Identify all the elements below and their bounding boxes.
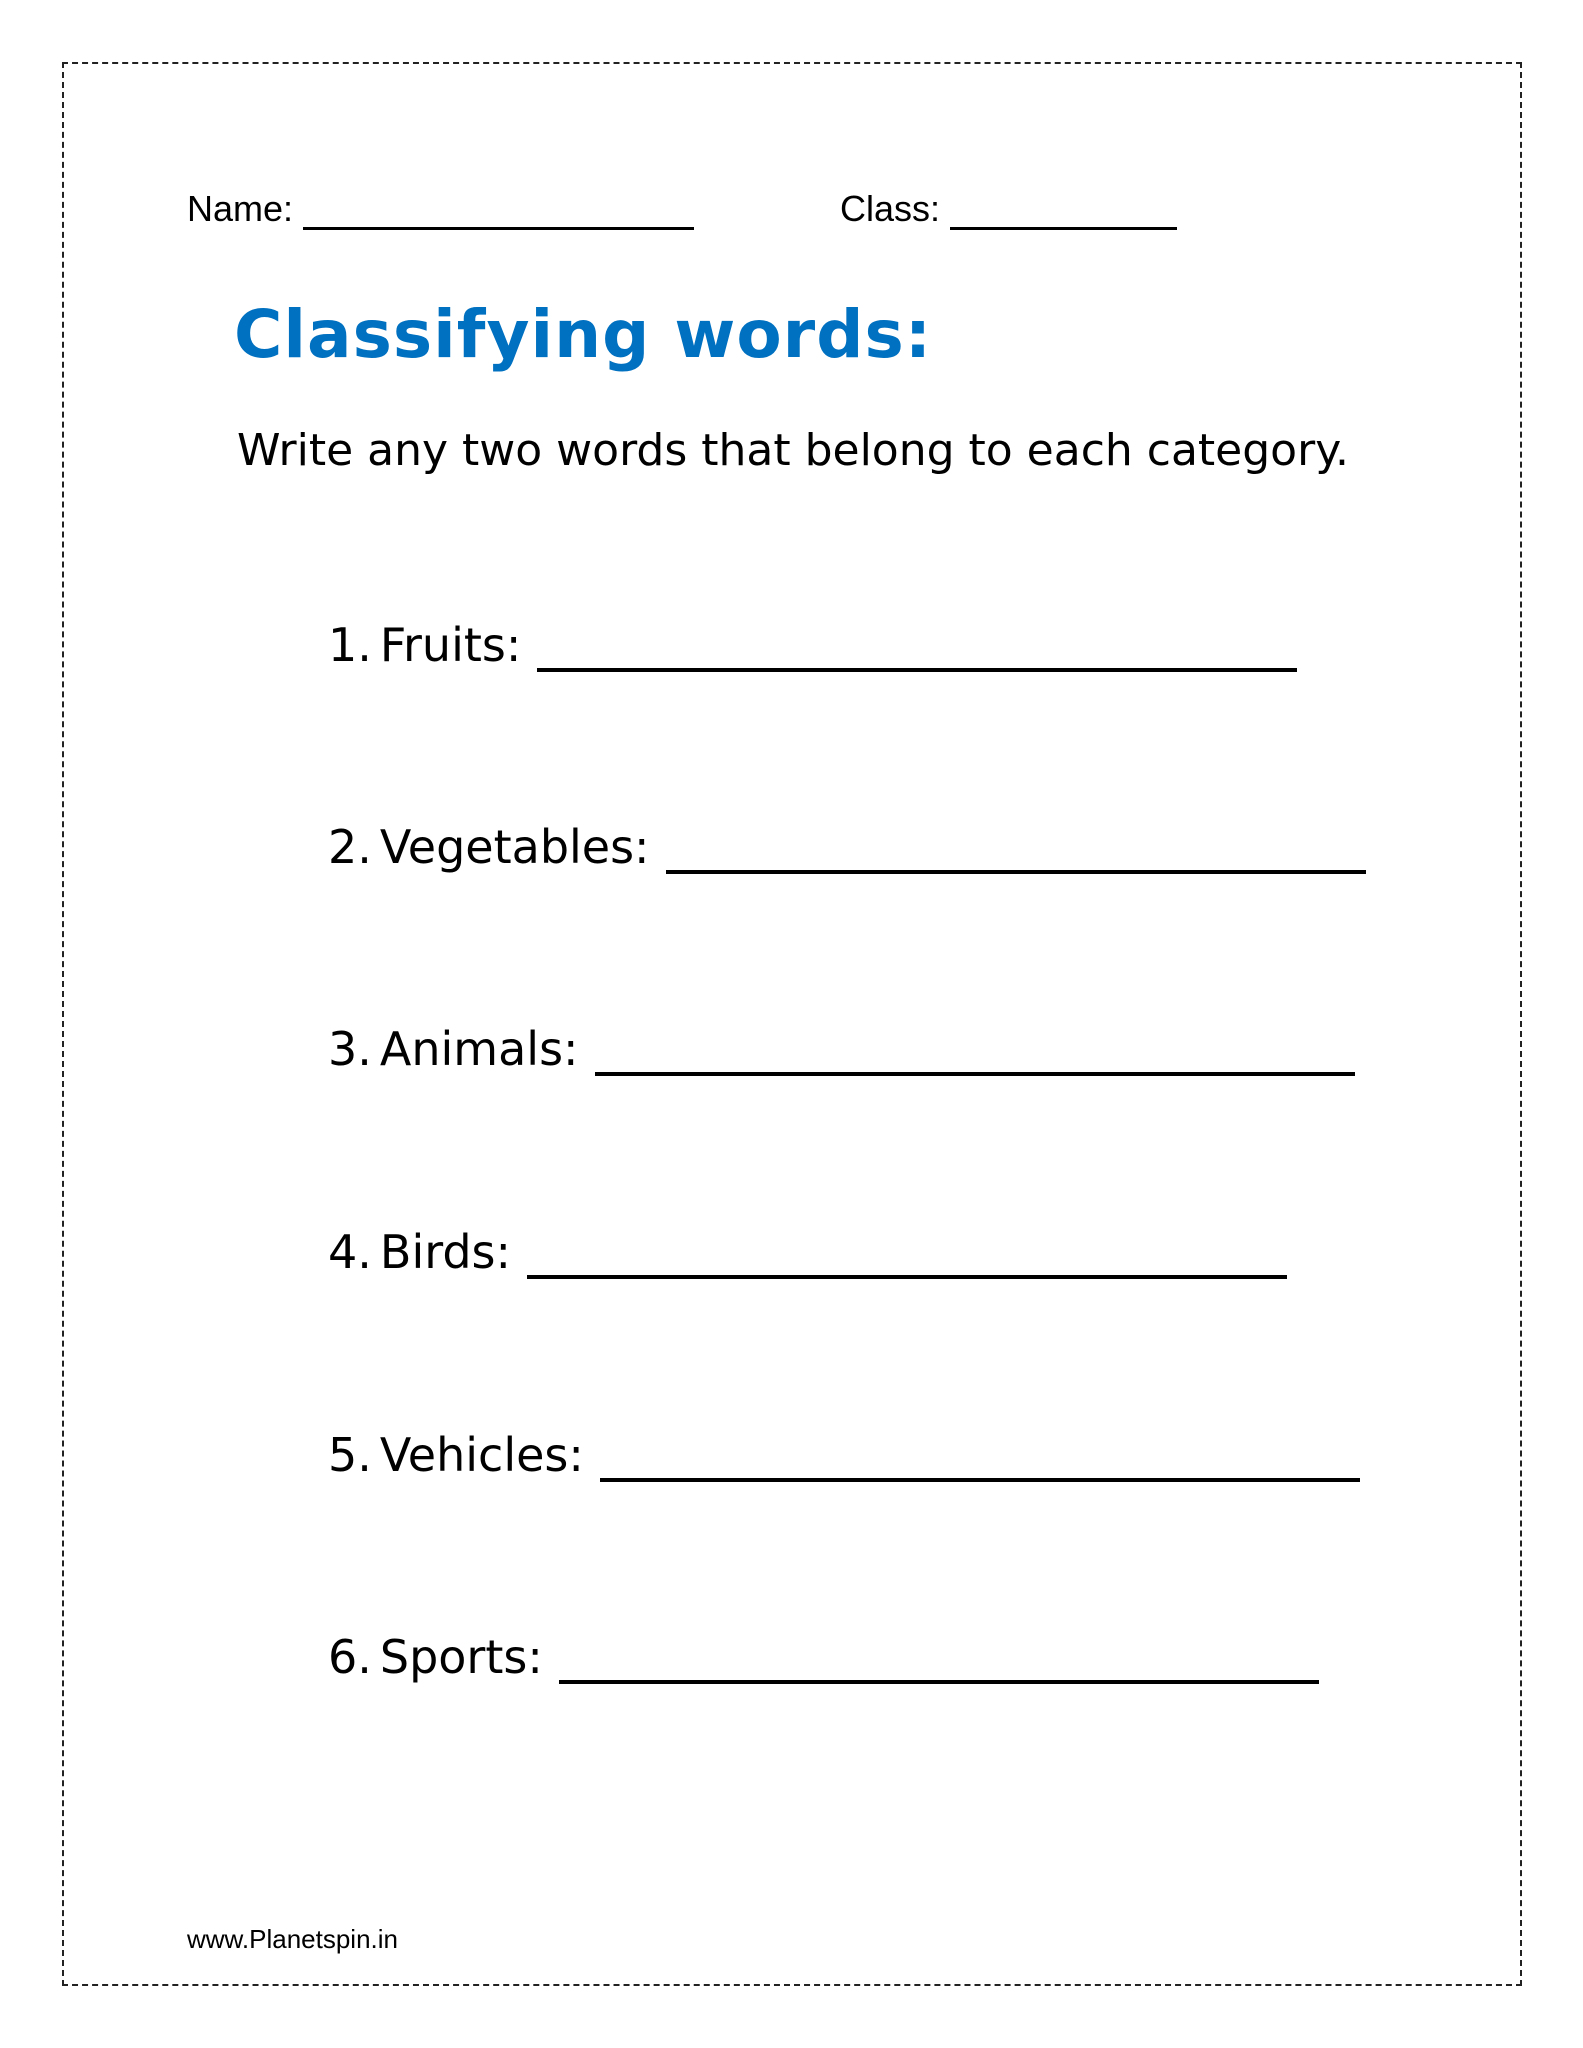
name-blank[interactable] (303, 193, 694, 230)
item-number: 5. (328, 1428, 372, 1482)
item-label: Vegetables: (379, 820, 650, 874)
item-number: 6. (328, 1630, 372, 1684)
answer-blank[interactable] (527, 1231, 1287, 1279)
answer-blank[interactable] (666, 826, 1366, 874)
list-item (328, 820, 1366, 874)
item-label: Vehicles: (379, 1428, 584, 1482)
class-blank[interactable] (950, 193, 1177, 230)
name-label: Name: (187, 188, 294, 229)
item-label: Birds: (379, 1225, 511, 1279)
item-label: Fruits: (379, 618, 522, 672)
item-number: 1. (328, 618, 372, 672)
list-item (328, 1225, 1287, 1279)
answer-blank[interactable] (600, 1434, 1360, 1482)
footer-website: www.Planetspin.in (187, 1924, 398, 1954)
answer-blank[interactable] (595, 1028, 1355, 1076)
item-number: 3. (328, 1022, 372, 1076)
name-field (187, 188, 694, 230)
list-item (328, 618, 1297, 672)
answer-blank[interactable] (537, 624, 1297, 672)
list-item (328, 1630, 1319, 1684)
item-label: Sports: (379, 1630, 543, 1684)
item-number: 2. (328, 820, 372, 874)
class-field (840, 188, 1177, 230)
answer-blank[interactable] (559, 1636, 1319, 1684)
class-label: Class: (840, 188, 941, 229)
item-label: Animals: (379, 1022, 579, 1076)
list-item (328, 1022, 1355, 1076)
item-number: 4. (328, 1225, 372, 1279)
instruction: Write any two words that belong to each category. (237, 425, 1349, 476)
worksheet-title: Classifying words: (234, 296, 933, 373)
list-item (328, 1428, 1360, 1482)
